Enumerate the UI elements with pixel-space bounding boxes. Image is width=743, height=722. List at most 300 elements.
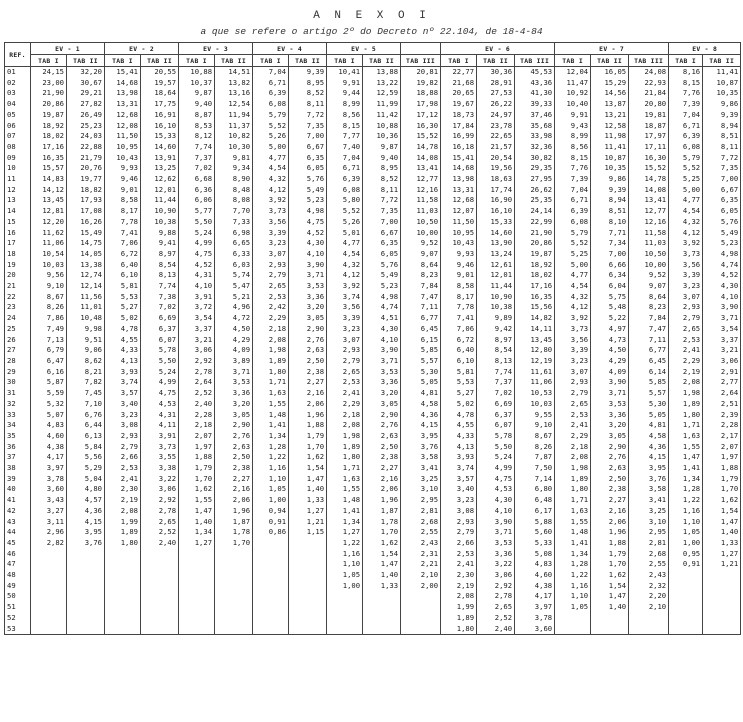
value-cell: 0,91 [669,559,703,570]
value-cell: 11,47 [555,78,591,89]
value-cell [31,559,67,570]
value-cell: 6,08 [253,99,289,110]
value-cell [215,591,253,602]
value-cell: 2,92 [179,356,215,367]
table-row [5,538,741,549]
value-cell [669,624,703,635]
value-cell: 18,63 [477,174,515,185]
value-cell: 6,72 [441,335,477,346]
value-cell: 1,33 [289,495,327,506]
value-cell [105,581,141,592]
value-cell: 4,12 [327,270,363,281]
table-row [5,367,741,378]
value-cell: 4,58 [629,431,669,442]
value-cell [253,570,289,581]
value-cell [703,591,741,602]
value-cell: 2,76 [215,431,253,442]
value-cell: 2,79 [105,442,141,453]
value-cell [289,538,327,549]
value-cell: 6,48 [515,495,555,506]
value-cell: 5,47 [215,281,253,292]
value-cell: 5,48 [591,302,629,313]
value-cell: 5,52 [253,121,289,132]
ref-cell: 15 [5,217,31,228]
value-cell: 3,53 [591,399,629,410]
value-cell [289,549,327,560]
value-cell: 1,70 [289,442,327,453]
value-cell: 3,39 [669,270,703,281]
value-cell: 10,43 [441,238,477,249]
value-cell: 3,36 [363,377,401,388]
value-cell: 2,78 [477,591,515,602]
value-cell [141,613,179,624]
value-cell: 8,12 [179,131,215,142]
value-cell: 8,99 [327,99,363,110]
value-cell: 3,95 [67,527,105,538]
value-cell: 3,76 [629,474,669,485]
value-cell: 17,12 [401,110,441,121]
value-cell [629,624,669,635]
value-cell: 7,04 [327,153,363,164]
value-cell: 2,90 [591,442,629,453]
value-cell [253,549,289,560]
value-cell: 10,82 [215,131,253,142]
column-header: TAB III [515,55,555,67]
value-cell: 2,78 [179,367,215,378]
value-cell: 2,50 [591,474,629,485]
value-cell: 7,74 [477,367,515,378]
value-cell: 2,40 [179,399,215,410]
value-cell: 9,41 [141,238,179,249]
value-cell: 8,54 [141,260,179,271]
table-row [5,131,741,142]
value-cell: 8,17 [441,292,477,303]
ref-cell: 14 [5,206,31,217]
value-cell: 1,34 [327,517,363,528]
column-header: TAB I [327,55,363,67]
value-cell: 1,33 [703,538,741,549]
value-cell: 2,18 [179,420,215,431]
value-cell: 19,82 [401,78,441,89]
ref-cell: 03 [5,88,31,99]
value-cell: 27,95 [515,174,555,185]
value-cell [555,624,591,635]
value-cell: 7,06 [105,238,141,249]
value-cell: 9,40 [363,153,401,164]
value-cell [179,602,215,613]
value-cell: 1,88 [591,538,629,549]
value-cell: 2,08 [555,452,591,463]
value-cell: 18,92 [515,260,555,271]
value-cell: 4,29 [591,356,629,367]
value-cell: 6,36 [179,185,215,196]
value-cell [363,602,401,613]
value-cell [289,624,327,635]
value-cell: 1,79 [703,474,741,485]
value-cell: 4,38 [515,581,555,592]
value-cell: 8,58 [105,195,141,206]
value-cell: 2,53 [669,335,703,346]
value-cell: 5,26 [253,131,289,142]
value-cell: 2,32 [629,581,669,592]
ref-cell: 13 [5,195,31,206]
value-cell: 4,32 [669,217,703,228]
value-cell: 10,03 [31,260,67,271]
value-cell: 5,21 [215,292,253,303]
value-cell: 3,90 [289,260,327,271]
ref-cell: 20 [5,270,31,281]
value-cell [141,591,179,602]
value-cell: 6,14 [629,367,669,378]
ref-cell: 12 [5,185,31,196]
value-cell: 22,88 [67,142,105,153]
value-cell: 9,10 [31,281,67,292]
value-cell: 9,81 [215,153,253,164]
value-cell: 2,43 [629,570,669,581]
table-row [5,570,741,581]
value-cell: 3,74 [105,377,141,388]
value-cell: 9,52 [401,238,441,249]
value-cell: 12,80 [515,345,555,356]
value-cell: 4,72 [215,313,253,324]
value-cell: 2,41 [441,559,477,570]
table-row [5,292,741,303]
value-cell: 3,38 [141,463,179,474]
value-cell: 14,83 [31,174,67,185]
value-cell: 1,79 [591,549,629,560]
value-cell: 2,19 [441,581,477,592]
value-cell: 1,63 [669,431,703,442]
value-cell: 1,48 [555,527,591,538]
value-cell: 2,27 [363,463,401,474]
value-cell: 7,84 [401,281,441,292]
column-header: TAB II [289,55,327,67]
value-cell: 5,78 [477,431,515,442]
value-cell: 2,76 [363,420,401,431]
value-cell: 7,39 [669,99,703,110]
value-cell: 1,28 [555,559,591,570]
value-cell: 11,06 [31,238,67,249]
value-cell: 33,98 [515,131,555,142]
value-cell: 5,23 [289,195,327,206]
column-header: TAB I [253,55,289,67]
value-cell: 4,10 [289,249,327,260]
ref-cell: 26 [5,335,31,346]
value-cell: 10,50 [401,217,441,228]
value-cell: 13,41 [629,195,669,206]
value-cell: 5,27 [441,388,477,399]
value-cell: 6,05 [289,163,327,174]
value-cell: 41,30 [515,88,555,99]
value-cell: 13,98 [105,88,141,99]
value-cell: 11,03 [629,238,669,249]
value-cell: 12,54 [215,99,253,110]
value-cell: 11,62 [31,228,67,239]
value-cell: 13,31 [105,99,141,110]
table-row [5,88,741,99]
value-cell: 16,26 [67,217,105,228]
value-cell: 6,03 [215,260,253,271]
value-cell: 5,81 [105,281,141,292]
value-cell: 2,21 [401,559,441,570]
table-row [5,559,741,570]
value-cell: 1,97 [179,442,215,453]
table-row [5,110,741,121]
value-cell [327,624,363,635]
value-cell: 1,22 [253,452,289,463]
value-cell: 6,45 [401,324,441,335]
value-cell [215,613,253,624]
value-cell [253,624,289,635]
value-cell: 25,35 [515,195,555,206]
value-cell: 4,75 [289,217,327,228]
value-cell [67,591,105,602]
value-cell: 12,16 [401,185,441,196]
value-cell: 13,16 [215,88,253,99]
value-cell: 8,11 [363,185,401,196]
value-cell: 17,97 [629,131,669,142]
value-cell: 2,52 [141,527,179,538]
value-cell: 1,16 [669,506,703,517]
value-cell: 4,57 [67,495,105,506]
value-cell [141,559,179,570]
value-cell: 14,08 [629,185,669,196]
value-cell: 3,20 [215,399,253,410]
value-cell: 16,30 [401,121,441,132]
value-cell: 9,86 [591,174,629,185]
table-row [5,270,741,281]
value-cell: 2,90 [215,420,253,431]
value-cell: 3,91 [179,292,215,303]
value-cell: 9,98 [67,324,105,335]
value-cell: 2,42 [253,302,289,313]
value-cell: 4,99 [141,377,179,388]
value-cell: 1,55 [669,442,703,453]
value-cell: 2,27 [215,474,253,485]
ref-cell: 50 [5,591,31,602]
value-cell: 6,77 [401,313,441,324]
value-cell: 3,53 [215,377,253,388]
value-cell: 7,11 [401,302,441,313]
value-cell: 1,55 [253,399,289,410]
value-cell: 2,50 [289,356,327,367]
value-cell: 3,76 [401,442,441,453]
salary-table [4,42,741,635]
ref-cell: 07 [5,131,31,142]
value-cell: 8,64 [629,292,669,303]
value-cell: 5,81 [441,367,477,378]
group-header: EV - 3 [179,43,253,55]
value-cell: 8,58 [441,281,477,292]
value-cell: 5,85 [401,345,441,356]
value-cell: 3,92 [327,281,363,292]
value-cell: 5,52 [327,206,363,217]
value-cell: 21,79 [67,153,105,164]
value-cell [67,570,105,581]
value-cell: 3,20 [289,302,327,313]
value-cell: 2,93 [327,345,363,356]
value-cell: 1,47 [669,452,703,463]
value-cell: 2,53 [327,377,363,388]
value-cell: 1,62 [363,538,401,549]
document-title: A N E X O I [313,10,430,22]
value-cell [669,602,703,613]
value-cell: 1,10 [555,591,591,602]
value-cell: 3,92 [253,195,289,206]
value-cell: 6,40 [105,260,141,271]
value-cell [105,602,141,613]
value-cell: 7,86 [31,313,67,324]
value-cell: 10,41 [327,67,363,78]
value-cell [141,624,179,635]
value-cell: 2,16 [289,388,327,399]
value-cell: 4,77 [253,153,289,164]
value-cell: 15,29 [591,78,629,89]
value-cell: 6,69 [141,313,179,324]
value-cell: 6,34 [591,270,629,281]
value-cell: 13,87 [591,99,629,110]
value-cell: 2,51 [703,399,741,410]
value-cell [179,624,215,635]
value-cell: 7,37 [179,153,215,164]
value-cell: 3,90 [363,345,401,356]
value-cell: 3,41 [401,463,441,474]
value-cell: 20,54 [477,153,515,164]
value-cell: 10,00 [401,228,441,239]
value-cell: 6,08 [327,185,363,196]
ref-cell: 10 [5,163,31,174]
table-row [5,302,741,313]
value-cell: 1,54 [363,549,401,560]
value-cell: 11,44 [141,195,179,206]
value-cell: 3,71 [289,270,327,281]
value-cell: 6,44 [67,420,105,431]
value-cell [141,549,179,560]
value-cell: 7,10 [67,399,105,410]
value-cell [401,613,441,624]
value-cell: 3,21 [703,345,741,356]
value-cell: 2,30 [105,484,141,495]
ref-cell: 08 [5,142,31,153]
value-cell: 5,76 [703,217,741,228]
value-cell: 13,21 [591,110,629,121]
table-row [5,99,741,110]
value-cell: 26,49 [67,110,105,121]
value-cell: 4,32 [253,174,289,185]
value-cell: 10,43 [105,153,141,164]
value-cell: 15,41 [105,67,141,78]
value-cell: 13,31 [441,185,477,196]
value-cell: 21,90 [515,228,555,239]
value-cell: 4,77 [327,238,363,249]
value-cell: 5,60 [515,527,555,538]
value-cell: 3,36 [477,549,515,560]
table-row [5,217,741,228]
value-cell: 10,90 [141,206,179,217]
value-cell: 2,29 [327,399,363,410]
value-cell: 13,98 [441,174,477,185]
value-cell: 7,39 [555,174,591,185]
value-cell: 1,34 [179,527,215,538]
ref-cell: 09 [5,153,31,164]
value-cell: 9,01 [105,185,141,196]
value-cell: 4,12 [669,228,703,239]
value-cell: 1,40 [289,484,327,495]
group-header [401,43,441,55]
value-cell: 6,66 [591,260,629,271]
value-cell: 9,91 [327,78,363,89]
value-cell: 4,30 [477,495,515,506]
value-cell [327,591,363,602]
value-cell: 7,87 [515,452,555,463]
value-cell: 1,71 [253,377,289,388]
value-cell: 10,35 [703,88,741,99]
value-cell: 1,70 [363,527,401,538]
value-cell: 2,52 [179,388,215,399]
value-cell: 10,95 [441,228,477,239]
ref-cell: 49 [5,581,31,592]
value-cell: 1,70 [179,474,215,485]
value-cell: 3,07 [327,335,363,346]
table-row [5,591,741,602]
value-cell: 10,03 [515,399,555,410]
value-cell: 1,80 [253,367,289,378]
value-cell: 1,22 [669,495,703,506]
value-cell: 7,72 [703,153,741,164]
value-cell: 2,63 [363,431,401,442]
value-cell [327,602,363,613]
value-cell: 12,08 [105,121,141,132]
value-cell: 12,07 [441,206,477,217]
value-cell: 2,06 [591,517,629,528]
value-cell: 2,18 [253,324,289,335]
value-cell: 5,59 [31,388,67,399]
value-cell [591,624,629,635]
value-cell: 1,98 [327,431,363,442]
value-cell: 18,02 [31,131,67,142]
value-cell: 7,38 [141,292,179,303]
value-cell: 1,96 [289,410,327,421]
value-cell: 20,65 [441,88,477,99]
table-row [5,463,741,474]
value-cell [215,559,253,570]
table-row [5,517,741,528]
ref-cell: 44 [5,527,31,538]
value-cell: 7,04 [669,110,703,121]
value-cell: 3,39 [327,313,363,324]
value-cell: 10,00 [629,260,669,271]
value-cell: 2,91 [703,367,741,378]
ref-header: REF. [5,43,31,67]
value-cell: 12,59 [363,88,401,99]
value-cell: 15,33 [141,131,179,142]
value-cell: 18,87 [629,121,669,132]
column-header: TAB I [669,55,703,67]
value-cell: 3,57 [441,474,477,485]
value-cell: 6,39 [327,174,363,185]
value-cell: 2,65 [477,602,515,613]
value-cell: 13,45 [31,195,67,206]
value-cell [67,559,105,570]
ref-cell: 30 [5,377,31,388]
value-cell: 6,71 [327,163,363,174]
value-cell: 3,53 [289,281,327,292]
value-cell: 3,73 [253,206,289,217]
value-cell: 30,82 [515,153,555,164]
value-cell: 4,30 [703,281,741,292]
value-cell: 7,35 [363,206,401,217]
ref-cell: 21 [5,281,31,292]
